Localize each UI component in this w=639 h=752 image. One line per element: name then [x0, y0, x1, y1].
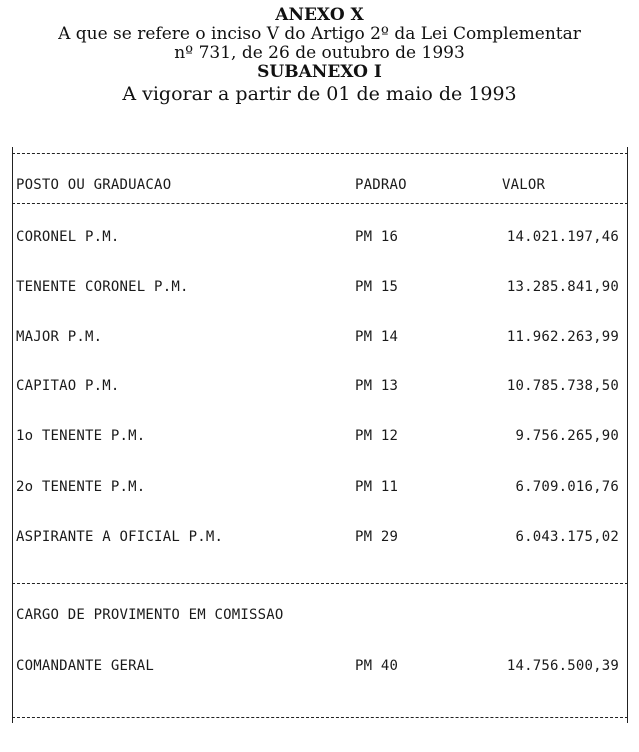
column-header-padrao: PADRAO [355, 177, 407, 193]
row-posto: ASPIRANTE A OFICIAL P.M. [16, 529, 224, 545]
row-padrao: PM 13 [355, 378, 399, 394]
column-header-posto: POSTO OU GRADUACAO [16, 177, 172, 193]
row-posto: COMANDANTE GERAL [16, 658, 155, 674]
row-valor: 14.021.197,46 [506, 229, 619, 245]
row-padrao: PM 12 [355, 428, 399, 444]
row-padrao: PM 11 [355, 479, 399, 495]
annex-reference: A que se refere o inciso V do Artigo 2º da Lei Complementar [58, 24, 581, 44]
row-padrao: PM 16 [355, 229, 399, 245]
table-left-border [12, 147, 13, 723]
table-bottom-rule [12, 717, 628, 718]
row-padrao: PM 40 [355, 658, 399, 674]
effective-date: A vigorar a partir de 01 de maio de 1993 [122, 83, 517, 105]
header-bottom-rule [12, 203, 628, 204]
row-valor: 11.962.263,99 [506, 329, 619, 345]
annex-law-number: nº 731, de 26 de outubro de 1993 [174, 43, 465, 63]
row-posto: TENENTE CORONEL P.M. [16, 279, 189, 295]
row-posto: 1o TENENTE P.M. [16, 428, 146, 444]
document-header [0, 6, 639, 104]
annex-title: ANEXO X [275, 5, 364, 25]
table-top-rule [12, 153, 628, 154]
row-posto: MAJOR P.M. [16, 329, 103, 345]
subannex-title: SUBANEXO I [257, 62, 382, 82]
row-valor: 13.285.841,90 [506, 279, 619, 295]
row-valor: 14.756.500,39 [506, 658, 619, 674]
table-right-border [627, 147, 628, 723]
row-valor: 6.043.175,02 [515, 529, 619, 545]
row-posto: CORONEL P.M. [16, 229, 120, 245]
column-header-valor: VALOR [502, 177, 546, 193]
row-valor: 10.785.738,50 [506, 378, 619, 394]
section-title-commission: CARGO DE PROVIMENTO EM COMISSAO [16, 607, 284, 623]
row-posto: CAPITAO P.M. [16, 378, 120, 394]
row-valor: 6.709.016,76 [515, 479, 619, 495]
row-padrao: PM 29 [355, 529, 399, 545]
row-posto: 2o TENENTE P.M. [16, 479, 146, 495]
row-padrao: PM 14 [355, 329, 399, 345]
row-padrao: PM 15 [355, 279, 399, 295]
section-divider-rule [12, 583, 628, 584]
row-valor: 9.756.265,90 [515, 428, 619, 444]
